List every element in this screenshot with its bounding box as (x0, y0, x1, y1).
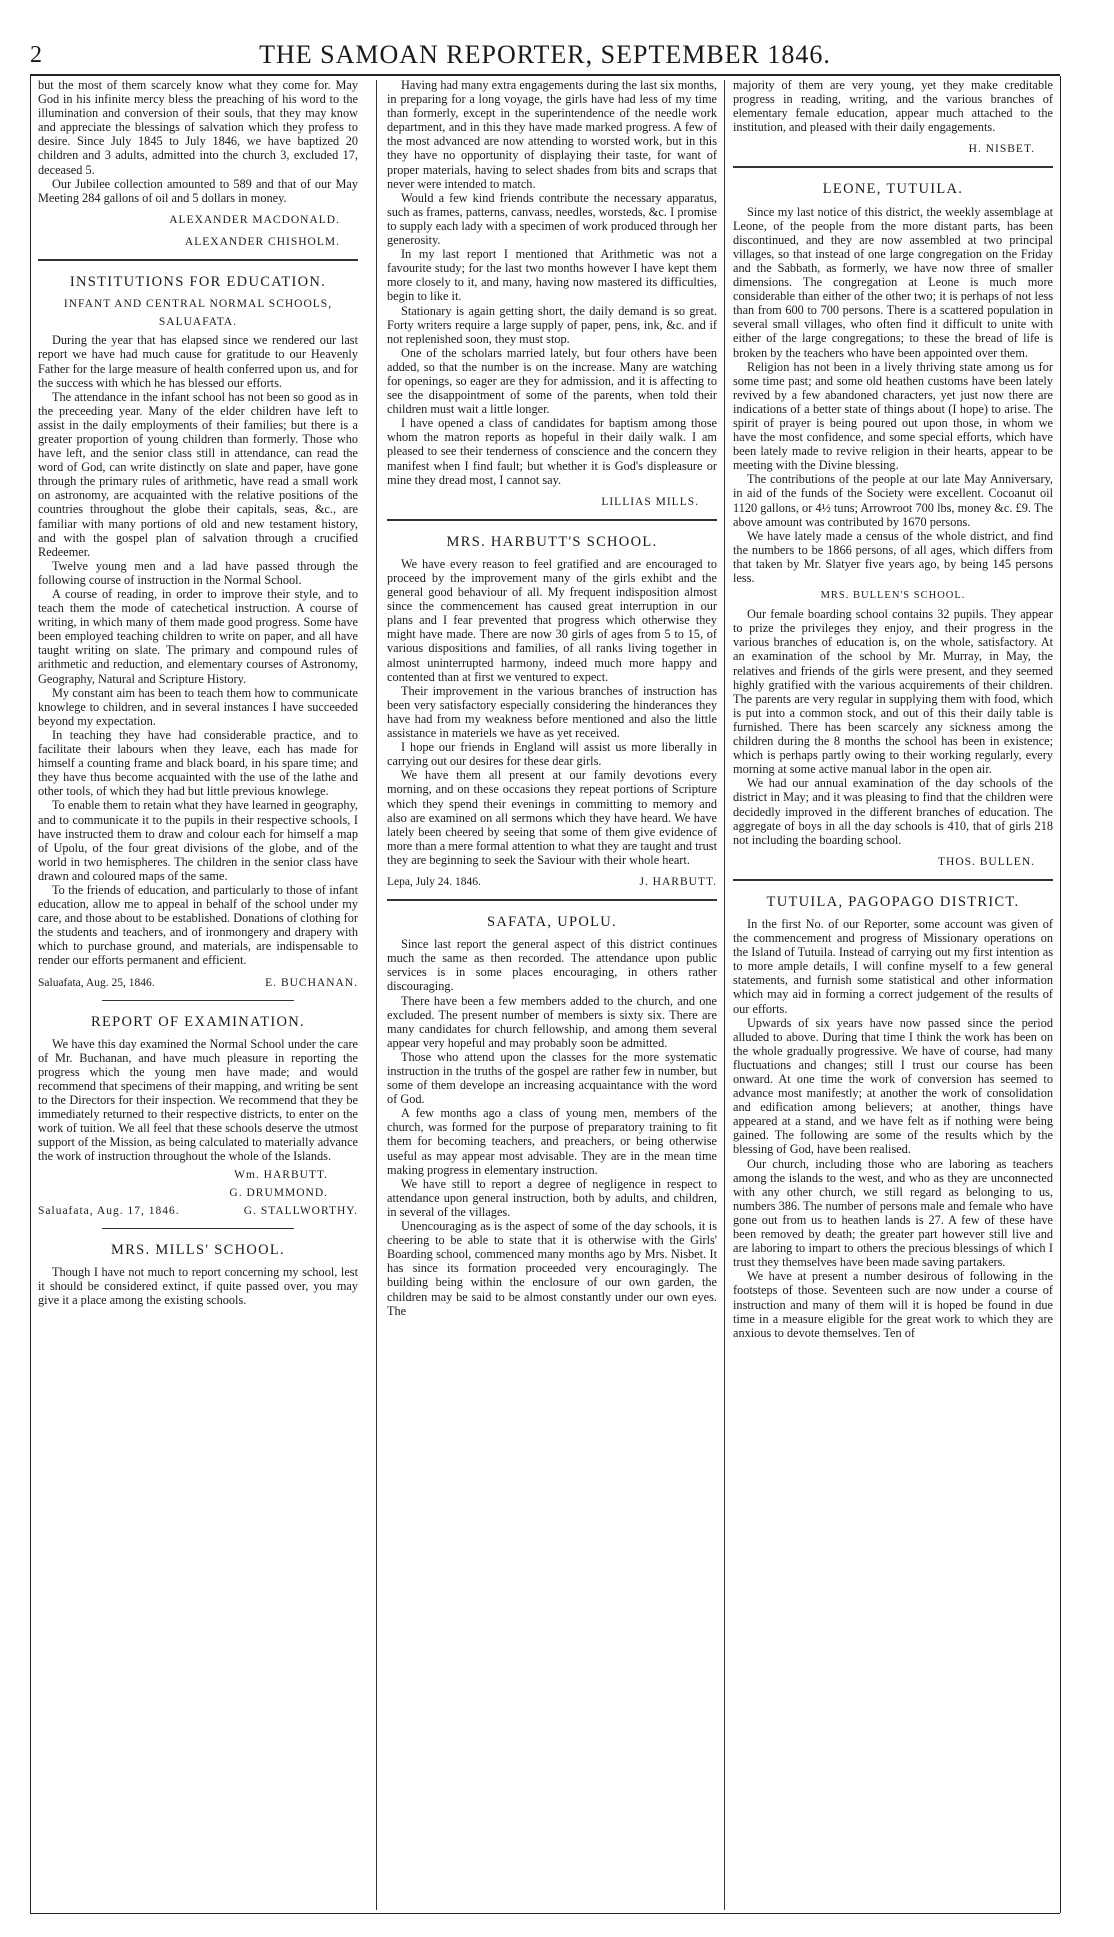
section-divider (387, 899, 717, 901)
section-divider (733, 879, 1053, 881)
paragraph: During the year that has elapsed since we rendered our last report we have had much cause for gratitude to our Heavenly Father for the large measure of health conferred upon us, and for the success with which he has blessed our efforts. (38, 333, 358, 390)
paragraph: The attendance in the infant school has not been so good as in the preceeding year. Many of the elder children have left to assist in the daily employments of their families; but there is a greater proportion of young children than formerly. Those who have left, and the senior class still in attendance, can read the word of God, can write distinctly on slate and paper, have gone through the primary rules of arithmetic, have read a small work on astronomy, are acquainted with the relative positions of the countries throughout the globe their capitals, seas, &c., are familiar with many portions of old and new testament history, and with the gospel plan of salvation through a crucified Redeemer. (38, 389, 358, 559)
paragraph: Stationary is again getting short, the daily demand is so great. Forty writers require a large supply of paper, pens, ink, &c. and if not replenished soon, they must stop. (387, 303, 717, 346)
signature: Wm. HARBUTT. (234, 1168, 328, 1181)
column-1 (38, 78, 358, 1908)
paragraph: Having had many extra engagements during the last six months, in preparing for a long voyage, the girls have had less of my time than formerly, except in the superintendence of the needle work department, and in this they have made marked progress. A few of the most advanced are now attending to worsted work, but in this they have no opportunity of displaying their taste, for want of proper materials, having to select shades from bits and scraps that never were intended to match. (387, 78, 717, 191)
paragraph: Religion has not been in a lively thriving state among us for some time past; and some old heathen customs have been lately revived by a few abandoned characters, yet just now there are indications of a better state of things about (I hope) to arise. The spirit of prayer is being poured out upon those, in whom we have the most confidence, and some special efforts, which have been lately made to revive religion in their hearts, appear to be meeting with the Divine blessing. (733, 359, 1053, 473)
paragraph: One of the scholars married lately, but four others have been added, so that the number is on the increase. Many are watching for openings, so eager are they for admission, and it is affecting to see the disappointment of some of the parents, when told their children must wait a little longer. (387, 345, 717, 417)
dateline (38, 1204, 358, 1218)
section-divider (102, 1000, 294, 1001)
page-number: 2 (30, 42, 42, 68)
masthead-rule (30, 74, 1060, 76)
section-heading: LEONE, TUTUILA. (822, 181, 964, 198)
paragraph: In teaching they have had considerable practice, and to facilitate their labours when they leave, each has made for himself a counting frame and black board, in his spare time; and they have thus become acquainted with the use of the lathe and other tools, of which they had but little previous knowlege. (38, 727, 358, 799)
paragraph: We had our annual examination of the day schools of the district in May; and it was pleasing to find that the children were decidedly improved in the different branches of education. The aggregate of boys in all the day schools is 410, that of girls 218 not including the boarding school. (733, 776, 1053, 847)
paragraph: majority of them are very young, yet they make creditable progress in reading, writing, and the various branches of elementary female education, appear much attached to the institution, and pleased with their daily engagements. (733, 78, 1053, 135)
section-heading: TUTUILA, PAGOPAGO DISTRICT. (766, 893, 1020, 910)
paragraph: We have at present a number desirous of following in the footsteps of those. Seventeen such are now under a course of instruction and many of them will it is hoped be found in due time in a measure eligible for the great work to which they are anxious to devote themselves. Ten of (733, 1269, 1053, 1340)
paragraph: To the friends of education, and particularly to those of infant education, allow me to appeal in behalf of the school under my care, and those about to be established. Donations of clothing for the students and teachers, and of ironmongery and drapery with which to purchase ground, and materials, are indispensable to render our efforts permanent and efficient. (38, 882, 358, 968)
paragraph: In my last report I mentioned that Arithmetic was not a favourite study; for the last two months however I have kept them more closely to it, and many, having now mastered its difficulties, begin to like it. (387, 247, 717, 304)
signature-block (38, 1168, 358, 1218)
column-rule-1 (376, 80, 377, 1910)
paragraph: To enable them to retain what they have learned in geography, and to communicate it to the pupils in their respective schools, I have instructed them to draw and colour each for himself a map of Upolu, of the four great divisions of the globe, and of the world in two hemispheres. The children in the senior class have drawn and coloured maps of the same. (38, 798, 358, 883)
signature: H. NISBET. (968, 143, 1035, 156)
paragraph: We have still to report a degree of negligence in respect to attendance upon general instruction, both by adults, and children, in several of the villages. (387, 1176, 717, 1219)
paragraph: Twelve young men and a lad have passed through the following course of instruction in the Normal School. (38, 558, 358, 587)
section-heading: SAFATA, UPOLU. (487, 914, 617, 931)
signature: LILLIAS MILLS. (601, 495, 699, 508)
column-rule-2 (724, 80, 725, 1910)
paragraph: We have every reason to feel gratified and are encouraged to proceed by the improvement many of the girls exhibt and the general good behaviour of all. My frequent indisposition almost since the commencement has caused great interruption in our plans and I fear prevented that progress which otherwise they might have made. There are now 30 girls of ages from 5 to 15, of various dispositions and families, of all ranks living together in almost uninterrupted harmony, indeed much more happy and contented than at first we ventured to expect. (387, 556, 717, 684)
signature: ALEXANDER MACDONALD. (169, 213, 340, 226)
dateline (387, 875, 717, 889)
paragraph: I hope our friends in England will assist us more liberally in carrying out our desires for these dear girls. (387, 740, 717, 769)
dateline (38, 976, 358, 990)
section-subheading: INFANT AND CENTRAL NORMAL SCHOOLS, (63, 298, 333, 311)
signature: G. STALLWORTHY. (243, 1204, 358, 1217)
section-place: SALUAFATA. (158, 316, 238, 329)
section-heading: REPORT OF EXAMINATION. (91, 1013, 305, 1030)
column-2 (387, 78, 717, 1908)
column-3 (733, 78, 1053, 1908)
section-divider (387, 519, 717, 521)
page-border-right (1060, 76, 1061, 1913)
paragraph: Since last report the general aspect of this district continues much the same as then recorded. The attendance upon public services is in some places encouraging, in others rather discouraging. (387, 937, 717, 994)
paragraph: A course of reading, in order to improve their style, and to teach them the mode of catechetical instruction. A course of writing, in which many of them made good progress. Some have been employed teaching children to write on paper, and all have taught writing on slate. The primary and compound rules of arithmetic and reduction, and elementary courses of Astronomy, Geography, Natural and Scripture History. (38, 587, 358, 686)
paragraph: Upwards of six years have now passed since the period alluded to above. During that time I think the work has been on the whole gradually progressive. We have of course, had many fluctuations and changes; still I trust our course has been onward. At one time the work of conversion has seemed to advance most manifestly; at another the work of consolidation and edification among believers; at another, things have appeared at a stand, and we have felt as if nothing were being gained. The following are some of the results which by the blessing of God, have been realised. (733, 1015, 1053, 1157)
paragraph: Our church, including those who are laboring as teachers among the islands to the west, and who as they are unconnected with any other church, we still regard as belonging to us, numbers 386. The number of persons male and female who have gone out from us to heathen lands is 27. A few of these have been removed by death; the greater part however still live and are laboring to impart to others the precious blessings of which I trust they themselves have been made saving partakers. (733, 1156, 1053, 1270)
paragraph: but the most of them scarcely know what they come for. May God in his infinite mercy bless the preaching of his word to the illumination and conversion of their souls, that they may know and appreciate the blessings of salvation which they profess to desire. Since July 1845 to July 1846, we have baptized 20 children and 3 adults, admitted into the church 3, excluded 17, deceased 5. (38, 78, 358, 177)
paragraph: Since my last notice of this district, the weekly assemblage at Leone, of the people from the more distant parts, has been discontinued, and they are now assembled at two principal villages, so that instead of one large congregation on the Friday and the Sabbath, as formerly, we have now three of smaller dimensions. The congregation at Leone is much more considerable than either of the other two; it is perhaps of not less than from 600 to 700 persons. There is a scattered population in several small villages, who often find it difficult to unite with either of the large congregations; to these the bread of life is broken by the teachers who have been appointed over them. (733, 204, 1053, 360)
paragraph: We have lately made a census of the whole district, and find the numbers to be 1866 persons, of all ages, which differs from that taken by Mr. Slatyer five years ago, by being 145 persons less. (733, 528, 1053, 585)
date: Saluafata, Aug. 25, 1846. (38, 976, 155, 989)
newspaper-title: THE SAMOAN REPORTER, SEPTEMBER 1846. (259, 40, 831, 69)
section-heading: INSTITUTIONS FOR EDUCATION. (69, 274, 327, 291)
paragraph: In the first No. of our Reporter, some account was given of the commencement and progress of Missionary operations on the Island of Tutuila. Instead of carrying out my first intention as to more ample details, I will confine myself to a few general statements, and furnish some statistical and other information which may aid in forming a correct judgement of the results of our efforts. (733, 916, 1053, 1016)
paragraph: We have them all present at our family devotions every morning, and on these occasions they repeat portions of Scripture which they spend their evenings in committing to memory and also are examined on all sermons which they have heard. We have lately been cheered by seeing that some of them give evidence of more than a mere formal attention to what they are taught and trust they are beginning to seek the Saviour with their whole heart. (387, 768, 717, 867)
date: Saluafata, Aug. 17, 1846. (38, 1204, 180, 1217)
section-divider (38, 259, 358, 261)
date: Lepa, July 24. 1846. (387, 875, 481, 888)
section-divider (102, 1228, 294, 1229)
paragraph: Though I have not much to report concerning my school, lest it should be considered extinct, if quite passed over, you may give it a place among the existing schools. (38, 1264, 358, 1308)
paragraph: My constant aim has been to teach them how to communicate knowlege to children, and in several instances I have succeeded beyond my expectation. (38, 685, 358, 728)
paragraph: The contributions of the people at our late May Anniversary, in aid of the funds of the Society were excellent. Cocoanut oil 1120 gallons, or 4½ tuns; Arrowroot 700 lbs, money &c. £9. The above amount was contributed by 1670 persons. (733, 472, 1053, 529)
page-border-left (30, 76, 31, 1913)
paragraph: Our female boarding school contains 32 pupils. They appear to prize the privileges they enjoy, and their progress in the various branches of education is, on the whole, satisfactory. At an examination of the school by Mr. Murray, in May, the relatives and friends of the girls were present, and they seemed highly gratified with the various acquirements of their children. The parents are very regular in supplying them with food, which is put into a common stock, and out of this their daily table is furnished. There has been scarcely any sickness among the children during the 8 months the school has been in existence; which is perhaps partly owing to their working regularly, every morning at some active manual labor in the open air. (733, 607, 1053, 777)
signature: G. DRUMMOND. (229, 1186, 328, 1199)
signature: E. BUCHANAN. (265, 976, 358, 989)
paragraph: I have opened a class of candidates for baptism among those whom the matron reports as hopeful in their daily walk. I am pleased to see their tenderness of conscience and the concern they manifest when I find fault; but whether it is God's displeasure or mine they dread most, I cannot say. (387, 416, 717, 487)
paragraph: Our Jubilee collection amounted to 589 and that of our May Meeting 284 gallons of oil and 5 dollars in money. (38, 176, 358, 205)
masthead (30, 40, 1060, 72)
section-heading: MRS. MILLS' SCHOOL. (111, 1241, 285, 1258)
section-divider (733, 166, 1053, 168)
signature: THOS. BULLEN. (937, 855, 1035, 868)
paragraph: Would a few kind friends contribute the necessary apparatus, such as frames, patterns, canvass, needles, worsteds, &c. I promise to supply each lady with a specimen of work produced through her generosity. (387, 190, 717, 248)
section-subheading: MRS. BULLEN'S SCHOOL. (820, 590, 966, 602)
paragraph: There have been a few members added to the church, and one excluded. The present number of members is sixty six. There are many candidates for church fellowship, and among them several appear very hopeful and may probably soon be admitted. (387, 993, 717, 1050)
paragraph: A few months ago a class of young men, members of the church, was formed for the purpose of preparatory training to fit them for becoming teachers, and preachers, or being otherwise useful as may appear most advisable. They are in the mean time making progress in elementary instruction. (387, 1106, 717, 1177)
paragraph: Their improvement in the various branches of instruction has been very satisfactory especially considering the hinderances they have had from my weakness before mentioned and also the little assistance in materiels we have as yet received. (387, 683, 717, 741)
paragraph: Unencouraging as is the aspect of some of the day schools, it is cheering to be able to state that it is otherwise with the Girls' Boarding school, commenced many months ago by Mrs. Nisbet. It has since its formation proceeded very encouragingly. The building being within the enclosure of our own garden, the children may be said to be almost constantly under our own eyes. The (387, 1219, 717, 1318)
signature: ALEXANDER CHISHOLM. (184, 235, 340, 248)
paragraph: Those who attend upon the classes for the more systematic instruction in the truths of the gospel are rather few in number, but some of them develope an increasing acquaintance with the word of God. (387, 1049, 717, 1107)
signature: J. HARBUTT. (639, 875, 717, 888)
section-heading: MRS. HARBUTT'S SCHOOL. (446, 533, 658, 550)
page-border-bottom (30, 1913, 1060, 1914)
paragraph: We have this day examined the Normal School under the care of Mr. Buchanan, and have much pleasure in reporting the progress which the young men have made; and would recommend that specimens of their mapping, and writing be sent to the Directors for their inspection. We recommend that they be immediately returned to their respective districts, to enter on the work of tuition. We all feel that these schools deserve the utmost support of the Mission, as being calculated to materially advance the work of instruction throughout the whole of the Islands. (38, 1036, 358, 1164)
